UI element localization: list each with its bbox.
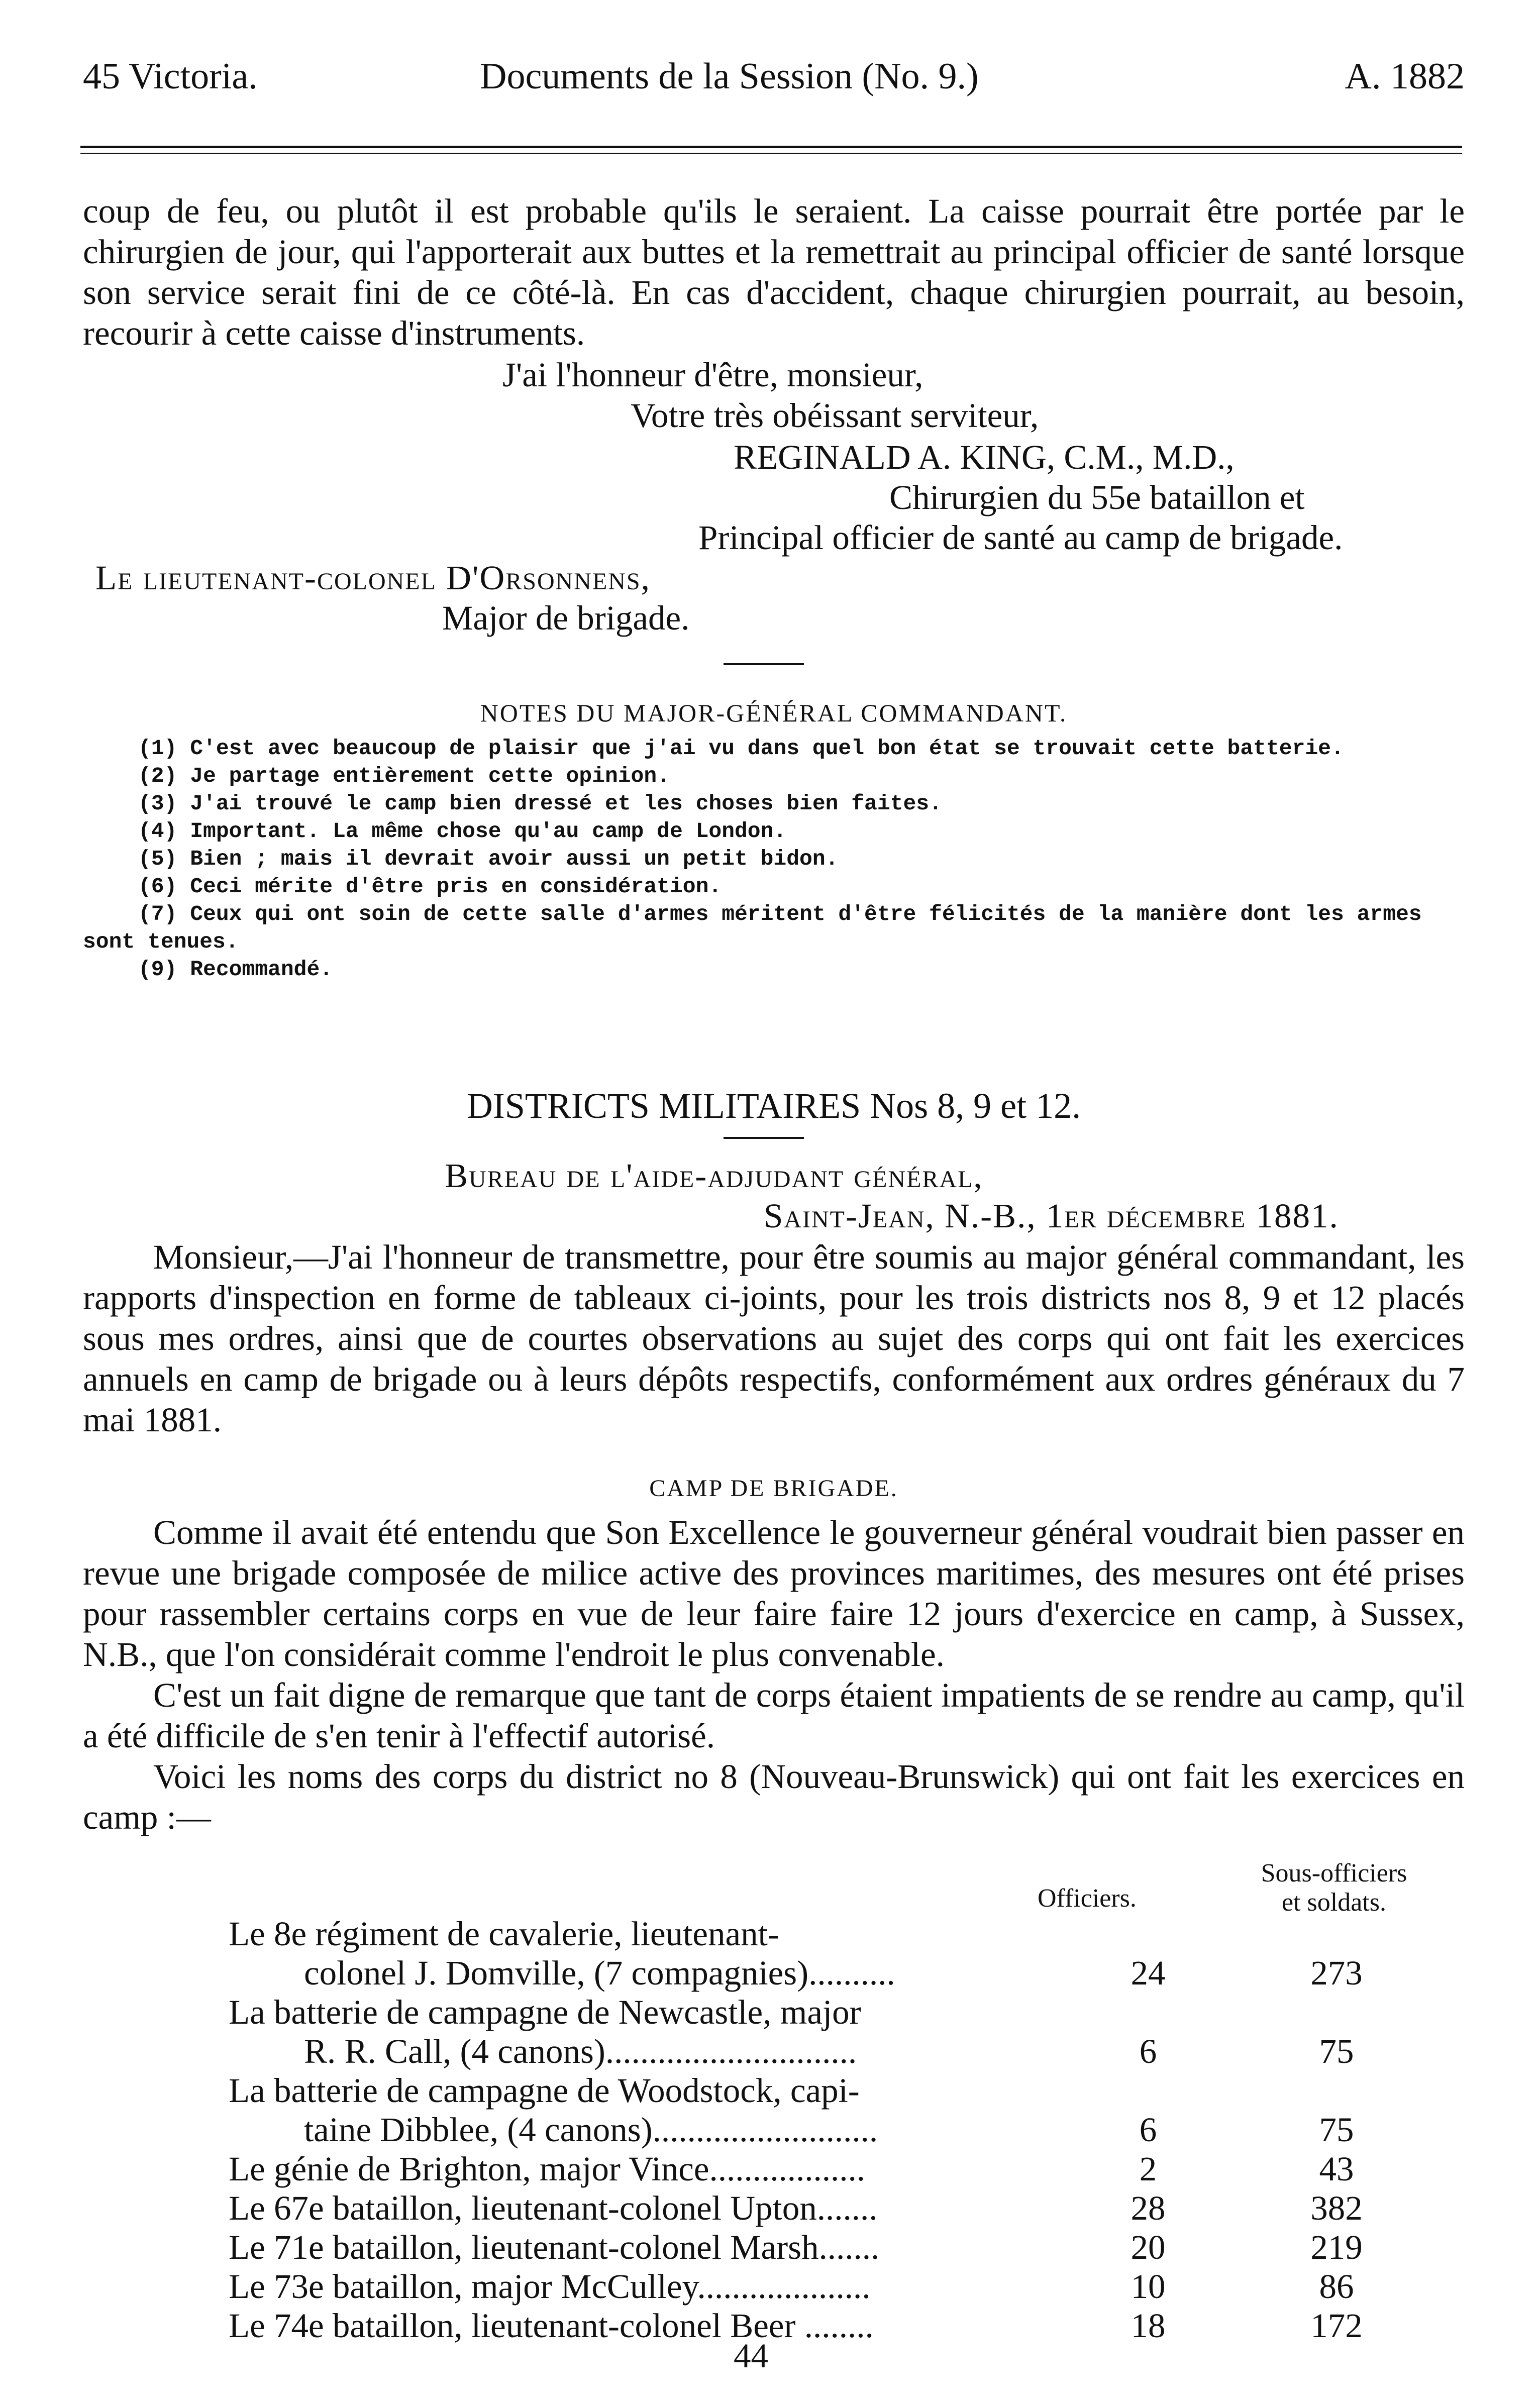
note-4: (4) Important. La même chose qu'au camp de London. <box>138 819 787 844</box>
page-number: 44 <box>734 2337 768 2375</box>
camp-paragraph-1: Comme il avait été entendu que Son Excellence le gouverneur général voudrait bien passer en revue une brigade composée de milice active des provinces maritimes, des mesures ont été prises pour rassembler certains corps en vue de leur faire faire 12 jours d'exercice en camp, à Sussex, N.B., que l'on considérait comme l'endroit le plus convenable. <box>83 1513 1465 1674</box>
running-header <box>83 55 1465 95</box>
letter-paragraph: Monsieur,—J'ai l'honneur de transmettre, pour être soumis au major général commandant, les rapports d'inspection en forme de tableaux ci-joints, pour les trois districts nos 8, 9 et 12 placés sous mes ordres, ainsi que de courtes observations au sujet des corps qui ont fait les exercices annuels en camp de brigade ou à leurs dépôts respectifs, conformément aux ordres généraux du 7 mai 1881. <box>83 1238 1465 1439</box>
header-year: A. 1882 <box>1345 56 1465 97</box>
place-date: Saint-Jean, N.-B., 1er décembre 1881. <box>764 1197 1339 1235</box>
note-6: (6) Ceci mérite d'être pris en considération. <box>138 874 722 899</box>
signature-name: REGINALD A. KING, C.M., M.D., <box>734 438 1235 476</box>
header-rule-top <box>80 146 1462 148</box>
section-title: DISTRICTS MILITAIRES Nos 8, 9 et 12. <box>466 1086 1081 1126</box>
addressee-title: Major de brigade. <box>442 599 690 637</box>
section-rule <box>724 1137 804 1139</box>
camp-heading: CAMP DE BRIGADE. <box>649 1475 898 1502</box>
addressee-name: Le lieutenant-colonel D'Orsonnens, <box>95 559 651 597</box>
note-1: (1) C'est avec beaucoup de plaisir que j'ai vu dans quel bon état se trouvait cette batterie. <box>138 736 1344 761</box>
header-rule-bottom <box>80 153 1462 154</box>
camp-paragraph-3: Voici les noms des corps du district no 8 (Nouveau-Brunswick) qui ont fait les exercices en camp :— <box>83 1757 1465 1836</box>
closing-line-1: J'ai l'honneur d'être, monsieur, <box>502 356 923 394</box>
note-9: (9) Recommandé. <box>138 957 333 982</box>
intro-paragraph: coup de feu, ou plutôt il est probable qu'ils le seraient. La caisse pourrait être portée par le chirurgien de jour, qui l'apporterait aux buttes et la remettrait au principal officier de santé lorsque son service serait fini de ce côté-là. En cas d'accident, chaque chirurgien pourrait, au besoin, recourir à cette caisse d'instruments. <box>83 192 1465 352</box>
notes-heading: NOTES DU MAJOR-GÉNÉRAL COMMANDANT. <box>480 699 1068 727</box>
document-page: 45 Victoria. Documents de la Session (No. 9.) A. 1882 coup de feu, ou plutôt il est probable qu'ils le seraient. La caisse pourrait être portée par le chirurgien de jour, qui l'apporterait aux buttes et la remettrait au principal officier de santé lorsque son service serait fini de ce côté-là. En cas d'accident, chaque chirurgien pourrait, au besoin, recourir à cette caisse d'instruments. J'ai l'honneur d'être, monsieur, Votre très obéissant serviteur, REGINALD A. KING, C.M., M.D., Chirurgien du 55e bataillon et Principal officier de santé au camp de brigade. Le lieutenant-colonel D'Orsonnens, Major de brigade. NOTES DU MAJOR-GÉNÉRAL COMMANDANT. (1) C'est avec beaucoup de plaisir que j'ai vu dans quel bon état se trouvait cette batterie. (2) Je partage entièrement cette opinion. (3) J'ai trouvé le camp bien dressé et les choses bien faites. (4) Important. La même chose qu'au camp de London. (5) Bien ; mais il devrait avoir aussi un petit bidon. (6) Ceci mérite d'être pris en considération. (7) Ceux qui ont soin de cette salle d'armes méritent d'être félicités de la manière dont les armes sont tenues. (9) Recommandé. DISTRICTS MILITAIRES Nos 8, 9 et 12. Bureau de l'aide-adjudant général, Saint-Jean, N.-B., 1er décembre 1881. Monsieur,—J'ai l'honneur de transmettre, pour être soumis au major général commandant, les rapports d'inspection en forme de tableaux ci-joints, pour les trois districts nos 8, 9 et 12 placés sous mes ordres, ainsi que de courtes observations au sujet des corps qui ont fait les exercices annuels en camp de brigade ou à leurs dépôts respectifs, conformément aux ordres généraux du 7 mai 1881. CAMP DE BRIGADE. Comme il avait été entendu que Son Excellence le gouverneur général voudrait bien passer en revue une brigade composée de milice active des provinces maritimes, des mesures ont été prises pour rassembler certains corps en vue de leur faire faire 12 jours d'exercice en camp, à Sussex, N.B., que l'on considérait comme l'endroit le plus convenable. C'est un fait digne de remarque que tant de corps étaient impatients de se rendre au camp, qu'il a été difficile de s'en tenir à l'effectif autorisé. Voici les noms des corps du district no 8 (Nouveau-Brunswick) qui ont fait les exercices en camp :— Officiers. Sous-officiers et soldats. Le 8e régiment de cavalerie, lieutenant- colonel J. Domville, (7 compagnies).......... 24 273 La batterie de campagne de Newcastle, major R. R. Call, (4 canons)............................. 6 75 La batterie de campagne de Woodstock, capi- taine Dibblee, (4 canons).......................... 6 75 Le génie de Brighton, major Vince.................. 2 43 Le 67e bataillon, lieutenant-colonel Upton....... 28 382 Le 71e bataillon, lieutenant-colonel Marsh....... 20 219 Le 73e bataillon, major McCulley.................... 10 86 Le 74e bataillon, lieutenant-colonel Beer ........ 18 172 44 <box>0 0 1540 2405</box>
note-5: (5) Bien ; mais il devrait avoir aussi un petit bidon. <box>138 847 839 871</box>
signature-title-2: Principal officier de santé au camp de brigade. <box>698 518 1343 557</box>
col-header-officers: Officiers. <box>1038 1884 1137 1913</box>
notes-list <box>83 735 1465 983</box>
signature-title-1: Chirurgien du 55e bataillon et <box>889 478 1305 516</box>
office-name: Bureau de l'aide-adjudant général, <box>445 1157 983 1195</box>
note-7-continued: sont tenues. <box>83 929 239 954</box>
separator-rule <box>724 663 804 665</box>
closing-line-2: Votre très obéissant serviteur, <box>631 396 1039 435</box>
note-3: (3) J'ai trouvé le camp bien dressé et les choses bien faites. <box>138 791 942 816</box>
camp-paragraph-2: C'est un fait digne de remarque que tant de corps étaient impatients de se rendre au camp, qu'il a été difficile de s'en tenir à l'effectif autorisé. <box>83 1676 1465 1755</box>
note-7: (7) Ceux qui ont soin de cette salle d'armes méritent d'être félicités de la manière dont les armes <box>138 902 1422 926</box>
col-header-soldiers: Sous-officiers et soldats. <box>1261 1859 1407 1917</box>
header-title: Documents de la Session (No. 9.) <box>480 56 979 97</box>
note-2: (2) Je partage entièrement cette opinion. <box>138 764 670 788</box>
header-regnal-year: 45 Victoria. <box>83 56 258 97</box>
camp-paragraphs <box>83 1512 1465 1838</box>
